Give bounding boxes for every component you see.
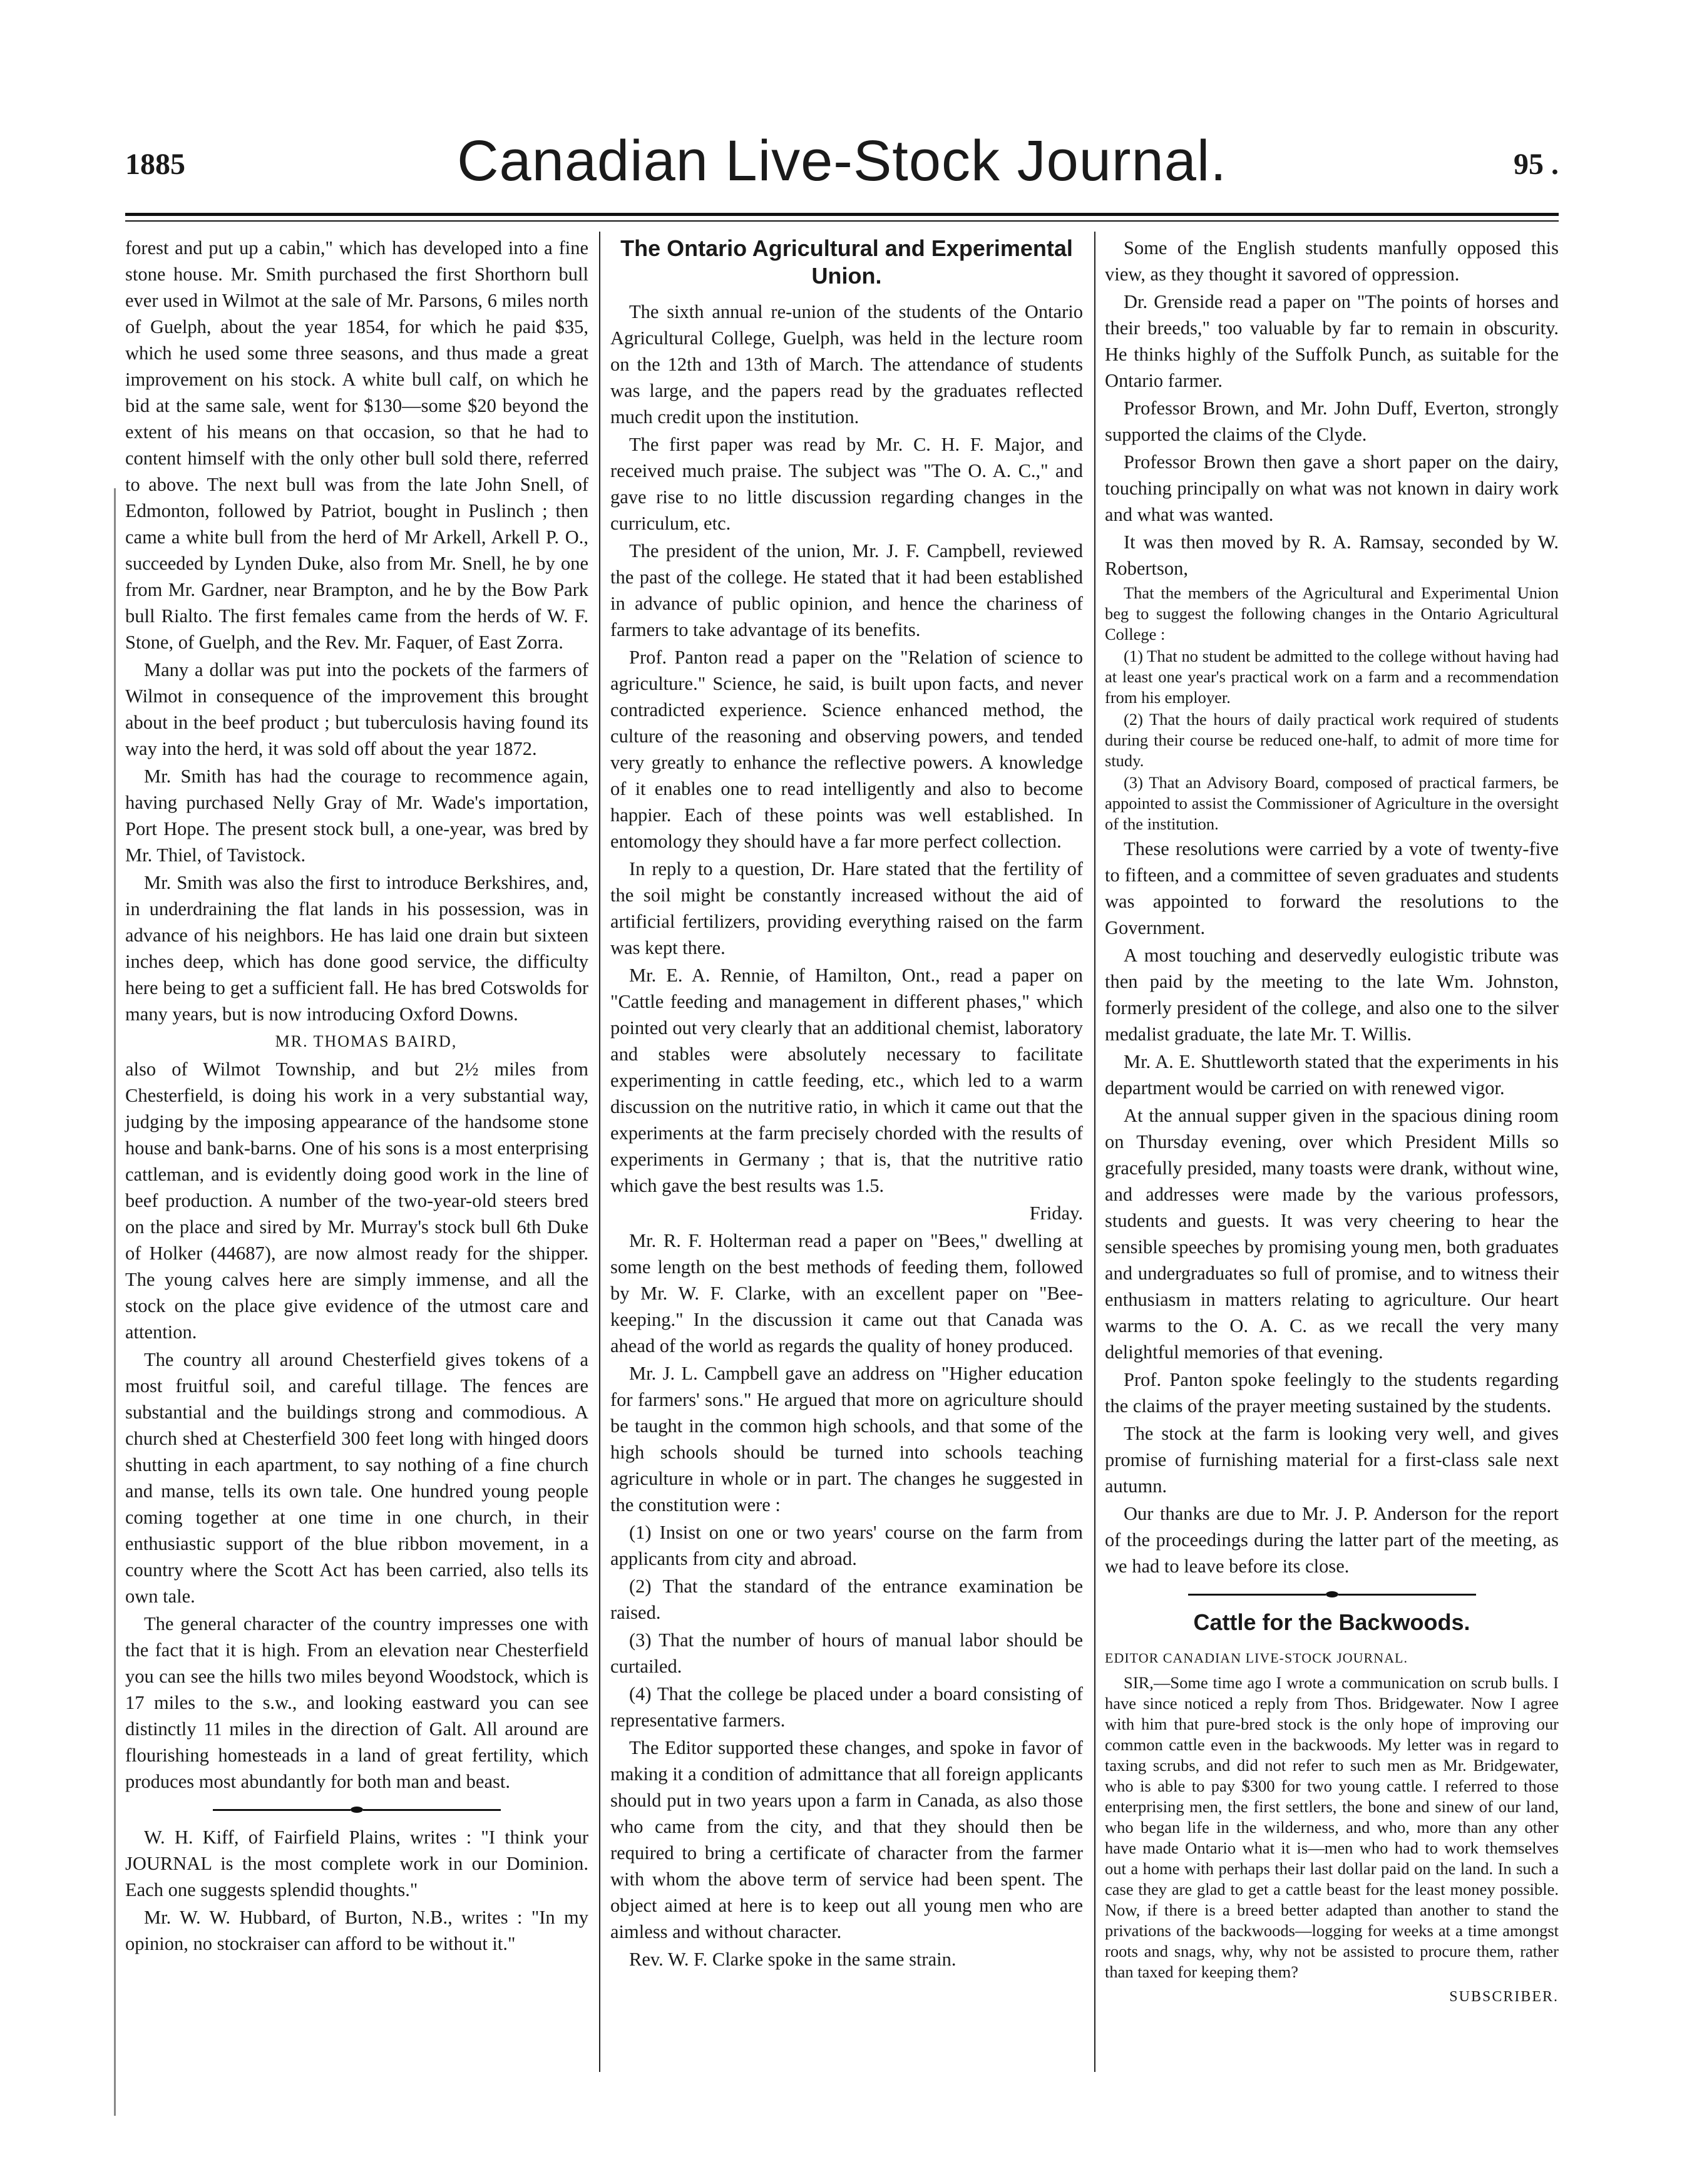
- article-heading: Cattle for the Backwoods.: [1193, 1609, 1470, 1635]
- paragraph: Mr. R. F. Holterman read a paper on "Bees," dwelling at some length on the best methods of feeding them, followed by Mr. W. F. Clarke, with an excellent paper on "Bee-keeping." In the discussion it came out that Canada was ahead of the world as regards the quality of honey produced.: [610, 1230, 1083, 1356]
- paragraph: These resolutions were carried by a vote of twenty-five to fifteen, and a committee of seven graduates and students was appointed to forward the resolutions to the Government.: [1105, 838, 1559, 938]
- paragraph: At the annual supper given in the spacious dining room on Thursday evening, over which President Mills so gracefully presided, many toasts were drank, without wine, and addresses were made by the various professors, students and guests. It was very cheering to hear the sensible speeches by promising young men, both graduates and undergraduates so full of promise, and to witness their enthusiasm in matters relating to agriculture. Our heart warms to the O. A. C. as we recall the very many delightful memories of that evening.: [1105, 1105, 1559, 1363]
- list-item: (2) That the standard of the entrance examination be raised.: [610, 1576, 1083, 1623]
- section-subhead: MR. THOMAS BAIRD,: [275, 1032, 458, 1050]
- letter-body: SIR,—Some time ago I wrote a communication on scrub bulls. I have since noticed a reply from Thos. Bridgewater. Now I agree with him that pure-bred stock is the only hope of improving our common cattle even in the backwoods. My letter was in regard to taxing scrubs, and did not refer to such men as Mr. Bridgewater, who is able to pay $300 for two young cattle. I referred to those enterprising men, the first settlers, the bone and sinew of our land, who began life in the wilderness, and who, more than any other have made Ontario what it is—men who had to work themselves out a home with perhaps their last dollar paid on the land. In such a case they are glad to get a cattle beast for the least money possible. Now, if there is a breed better adapted than another to stand the privations of the backwoods—logging for weeks at a time amongst roots and snags, why, why not be assisted to procure them, rather than taxed for keeping them?: [1105, 1673, 1559, 1981]
- paragraph: Prof. Panton spoke feelingly to the students regarding the claims of the prayer meeting sustained by the students.: [1105, 1369, 1559, 1417]
- paragraph: Professor Brown, and Mr. John Duff, Everton, strongly supported the claims of the Clyde.: [1105, 397, 1559, 445]
- paragraph: The stock at the farm is looking very well, and gives promise of furnishing material for a first-class sale next autumn.: [1105, 1423, 1559, 1497]
- paragraph: A most touching and deservedly eulogistic tribute was then paid by the meeting to the late Wm. Johnston, formerly president of the college, and also one to the silver medalist graduate, the late Mr. T. Willis.: [1105, 945, 1559, 1045]
- resolution-item: (2) That the hours of daily practical work required of students during their course be reduced one-half, to admit of more time for study.: [1105, 710, 1559, 770]
- paragraph: In reply to a question, Dr. Hare stated that the fertility of the soil might be constantly increased without the aid of artificial fertilizers, providing everything raised on the farm was kept there.: [610, 858, 1083, 958]
- paragraph: Some of the English students manfully opposed this view, as they thought it savored of oppression.: [1105, 237, 1559, 285]
- scan-margin-marks: [114, 488, 116, 2116]
- page-number: 95 .: [1514, 148, 1559, 181]
- letter-addressee: EDITOR CANADIAN LIVE-STOCK JOURNAL.: [1105, 1650, 1408, 1666]
- paragraph: The president of the union, Mr. J. F. Campbell, reviewed the past of the college. He stated that it had been established in advance of public opinion, and hence the chariness of farmers to take advantage of its benefits.: [610, 540, 1083, 640]
- paragraph: Mr. Smith has had the courage to recommence again, having purchased Nelly Gray of Mr. Wade's importation, Port Hope. The present stock bull, a one-year, was bred by Mr. Thiel, of Tavistock.: [125, 766, 588, 866]
- paragraph: The first paper was read by Mr. C. H. F. Major, and received much praise. The subject was "The O. A. C.," and gave rise to no little discussion regarding changes in the curriculum, etc.: [610, 434, 1083, 534]
- paragraph: Our thanks are due to Mr. J. P. Anderson for the report of the proceedings during the latter part of the meeting, as we had to leave before its close.: [1105, 1503, 1559, 1577]
- paragraph: Dr. Grenside read a paper on "The points of horses and their breeds," too valuable by far to remain in obscurity. He thinks highly of the Suffolk Punch, as suitable for the Ontario farmer.: [1105, 291, 1559, 391]
- ornament-divider: [125, 1805, 588, 1813]
- paragraph: forest and put up a cabin," which has developed into a fine stone house. Mr. Smith purchased the first Shorthorn bull ever used in Wilmot at the sale of Mr. Parsons, 6 miles north of Guelph, about the year 1854, for which he paid $35, which he used some three seasons, and thus made a great improvement on his stock. A white bull calf, on which he bid at the same sale, went for $130—some $20 beyond the extent of his means on that occasion, so that he had to content himself with the only other bull sold there, referred to above. The next bull was from the late John Snell, of Edmonton, followed by Patriot, bought in Puslinch ; then came a white bull from the herd of Mr Arkell, Arkell P. O., succeeded by Lynden Duke, also from Mr. Snell, he by one from Mr. Gardner, near Brampton, and he by the Bow Park bull Rialto. The first females came from the herds of W. F. Stone, of Guelph, and the Rev. Mr. Faquer, of East Zorra.: [125, 237, 588, 653]
- column-divider: [1094, 232, 1095, 2072]
- ornament-divider: [1105, 1589, 1559, 1597]
- paragraph: It was then moved by R. A. Ramsay, seconded by W. Robertson,: [1105, 531, 1559, 579]
- paragraph: The sixth annual re-union of the students of the Ontario Agricultural College, Guelph, was held in the lecture room on the 12th and 13th of March. The attendance of students was large, and the papers read by the graduates reflected much credit upon the institution.: [610, 301, 1083, 428]
- article-heading: The Ontario Agricultural and Experimental Union.: [620, 235, 1073, 289]
- list-item: (1) Insist on one or two years' course on the farm from applicants from city and abroad.: [610, 1522, 1083, 1569]
- paragraph: The Editor supported these changes, and spoke in favor of making it a condition of admittance that all foreign applicants should put in two years upon a farm in Canada, as also those who came from the city, and that they should then be required to bring a certificate of character from the farmer with whom the above term of service had been spent. The object aimed at here is to keep out all young men who are aimless and without character.: [610, 1737, 1083, 1942]
- resolution-text: That the members of the Agricultural and Experimental Union beg to suggest the following changes in the Ontario Agricultural College :: [1105, 583, 1559, 643]
- paragraph: Rev. W. F. Clarke spoke in the same strain.: [629, 1949, 956, 1970]
- reader-letter: Mr. W. W. Hubbard, of Burton, N.B., writes : "In my opinion, no stockraiser can afford to be without it.": [125, 1907, 588, 1954]
- column-1: [125, 235, 588, 1958]
- header-rule-thick: [125, 213, 1559, 216]
- paragraph: Many a dollar was put into the pockets of the farmers of Wilmot in consequence of the improvement this brought about in the beef product ; but tuberculosis having found its way into the herd, it was sold off about the year 1872.: [125, 659, 588, 759]
- column-2: [610, 235, 1083, 1974]
- reader-letter: W. H. Kiff, of Fairfield Plains, writes : "I think your JOURNAL is the most complete work in our Dominion. Each one suggests splendid thoughts.": [125, 1827, 588, 1900]
- list-item: (4) That the college be placed under a board consisting of representative farmers.: [610, 1683, 1083, 1731]
- journal-title: Canadian Live-Stock Journal.: [457, 129, 1227, 193]
- paragraph: also of Wilmot Township, and but 2½ miles from Chesterfield, is doing his work in a very substantial way, judging by the imposing appearance of the handsome stone house and bank-barns. One of his sons is a most enterprising cattleman, and is evidently doing good work in the line of beef production. A number of the two-year-old steers bred on the place and sired by Mr. Murray's stock bull 6th Duke of Holker (44687), are now almost ready for the shipper. The young calves here are simply immense, and all the stock on the place give evidence of the utmost care and attention.: [125, 1059, 588, 1343]
- header-rule-thin: [125, 220, 1559, 222]
- header-year: 1885: [125, 148, 185, 181]
- column-divider: [599, 232, 600, 2072]
- letter-signature: SUBSCRIBER.: [1449, 1989, 1559, 2005]
- paragraph: Prof. Panton read a paper on the "Relation of science to agriculture." Science, he said, is built upon facts, and never contradicted experience. Science enhanced method, the culture of the reasoning and observing powers, and tended very greatly to enhance the reflective powers. A knowledge of it enables one to read intelligently and also to become happier. Each of these points was well established. In entomology they should have a far more perfect collection.: [610, 647, 1083, 852]
- paragraph: Professor Brown then gave a short paper on the dairy, touching principally on what was not known in dairy work and what was wanted.: [1105, 451, 1559, 525]
- column-3: [1105, 235, 1559, 2011]
- paragraph: Mr. A. E. Shuttleworth stated that the experiments in his department would be carried on with renewed vigor.: [1105, 1051, 1559, 1099]
- paragraph: Mr. Smith was also the first to introduce Berkshires, and, in underdraining the flat lands in his possession, was in advance of his neighbors. He has laid one drain but sixteen inches deep, which has done good service, the difficulty here being to get a sufficient fall. He has bred Cotswolds for many years, but is now introducing Oxford Downs.: [125, 872, 588, 1025]
- paragraph: The country all around Chesterfield gives tokens of a most fruitful soil, and careful tillage. The fences are substantial and the buildings strong and commodious. A church shed at Chesterfield 300 feet long with hinged doors shutting in each apartment, to say nothing of a fine church and manse, tells its own tale. One hundred young people coming together at one time in one church, in their enthusiastic support of the blue ribbon movement, in a country where the Scott Act has been carried, also tells its own tale.: [125, 1349, 588, 1607]
- page-header: [125, 128, 1559, 197]
- paragraph: The general character of the country impresses one with the fact that it is high. From an elevation near Chesterfield you can see the hills two miles beyond Woodstock, which is 17 miles to the s.w., and looking eastward you can see distinctly 11 miles in the direction of Galt. All around are flourishing homesteads in a land of great fertility, which produces most abundantly for both man and beast.: [125, 1613, 588, 1792]
- list-item: (3) That the number of hours of manual labor should be curtailed.: [610, 1629, 1083, 1677]
- paragraph: Mr. J. L. Campbell gave an address on "Higher education for farmers' sons." He argued that more on agriculture should be taught in the common high schools, and that some of the high schools should be turned into schools teaching agriculture in whole or in part. The changes he suggested in the constitution were :: [610, 1363, 1083, 1515]
- resolution-item: (3) That an Advisory Board, composed of practical farmers, be appointed to assist the Commissioner of Agriculture in the oversight of the institution.: [1105, 773, 1559, 833]
- resolution-item: (1) That no student be admitted to the college without having had at least one year's practical work on a farm and a recommendation from his employer.: [1105, 647, 1559, 707]
- paragraph: Mr. E. A. Rennie, of Hamilton, Ont., read a paper on "Cattle feeding and management in different phases," which pointed out very clearly that an additional chemist, laboratory and stables were absolutely necessary to facilitate experimenting in cattle feeding, etc., which led to a warm discussion on the nutritive ratio, in which it came out that the experiments at the farm precisely chorded with the results of experiments in Germany ; that is, that the nutritive ratio which gave the best results was 1.5.: [610, 965, 1083, 1196]
- day-label: Friday.: [1029, 1202, 1083, 1224]
